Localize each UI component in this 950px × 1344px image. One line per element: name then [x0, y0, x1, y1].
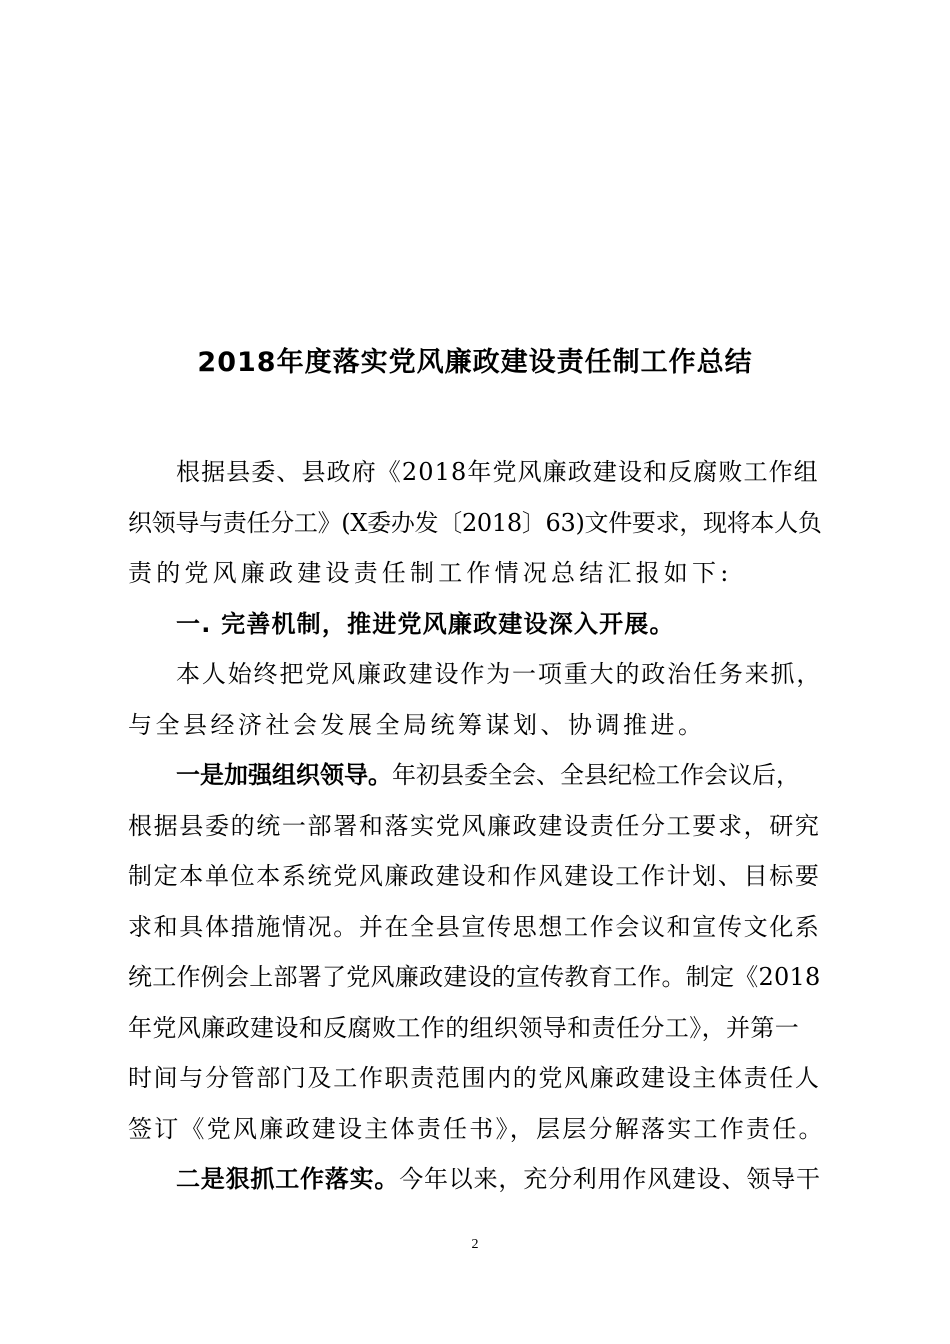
intro-paragraph	[128, 447, 824, 599]
item-1-line-2: 根据县委的统一部署和落实党风廉政建设责任分工要求，研究	[128, 811, 821, 840]
section-1-heading: 一. 完善机制，推进党风廉政建设深入开展。	[176, 609, 675, 638]
item-2-paragraph	[128, 1154, 824, 1205]
document-title: 2018年度落实党风廉政建设责任制工作总结	[197, 347, 753, 378]
section-1-paragraph	[128, 649, 824, 750]
section-1-para-line-2: 与全县经济社会发展全局统筹谋划、协调推进。	[128, 710, 706, 739]
item-1-line-3: 制定本单位本系统党风廉政建设和作风建设工作计划、目标要	[128, 862, 821, 890]
intro-line-3: 责的党风廉政建设责任制工作情况总结汇报如下:	[128, 559, 733, 587]
page-number: 2	[471, 1237, 479, 1252]
item-1-lead: 一是加强组织领导。	[176, 761, 392, 789]
section-1-para-line-1: 本人始终把党风廉政建设作为一项重大的政治任务来抓，	[176, 660, 823, 688]
item-2-line-1	[128, 1154, 824, 1205]
item-1-line-4: 求和具体措施情况。并在全县宣传思想工作会议和宣传文化系	[128, 912, 821, 941]
item-1-line-6: 年党风廉政建设和反腐败工作的组织领导和责任分工》，并第一	[128, 1013, 800, 1042]
item-1-line-1	[128, 750, 824, 801]
item-1-line-7: 时间与分管部门及工作职责范围内的党风廉政建设主体责任人	[128, 1064, 821, 1092]
intro-line-2: 织领导与责任分工》(X委办发〔2018〕63)文件要求，现将本人负	[128, 508, 822, 537]
document-body	[128, 447, 824, 1205]
intro-line-1: 根据县委、县政府《2018年党风廉政建设和反腐败工作组	[176, 458, 819, 486]
item-1-paragraph	[128, 750, 824, 1154]
item-1-line-1-text: 年初县委全会、全县纪检工作会议后，	[392, 761, 800, 789]
item-2-lead: 二是狠抓工作落实。	[176, 1165, 400, 1193]
item-1-line-8: 签订《党风廉政建设主体责任书》，层层分解落实工作责任。	[128, 1114, 825, 1143]
item-1-line-5: 统工作例会上部署了党风廉政建设的宣传教育工作。制定《2018	[128, 963, 821, 991]
item-2-line-1-text: 今年以来，充分利用作风建设、领导干	[399, 1165, 821, 1193]
